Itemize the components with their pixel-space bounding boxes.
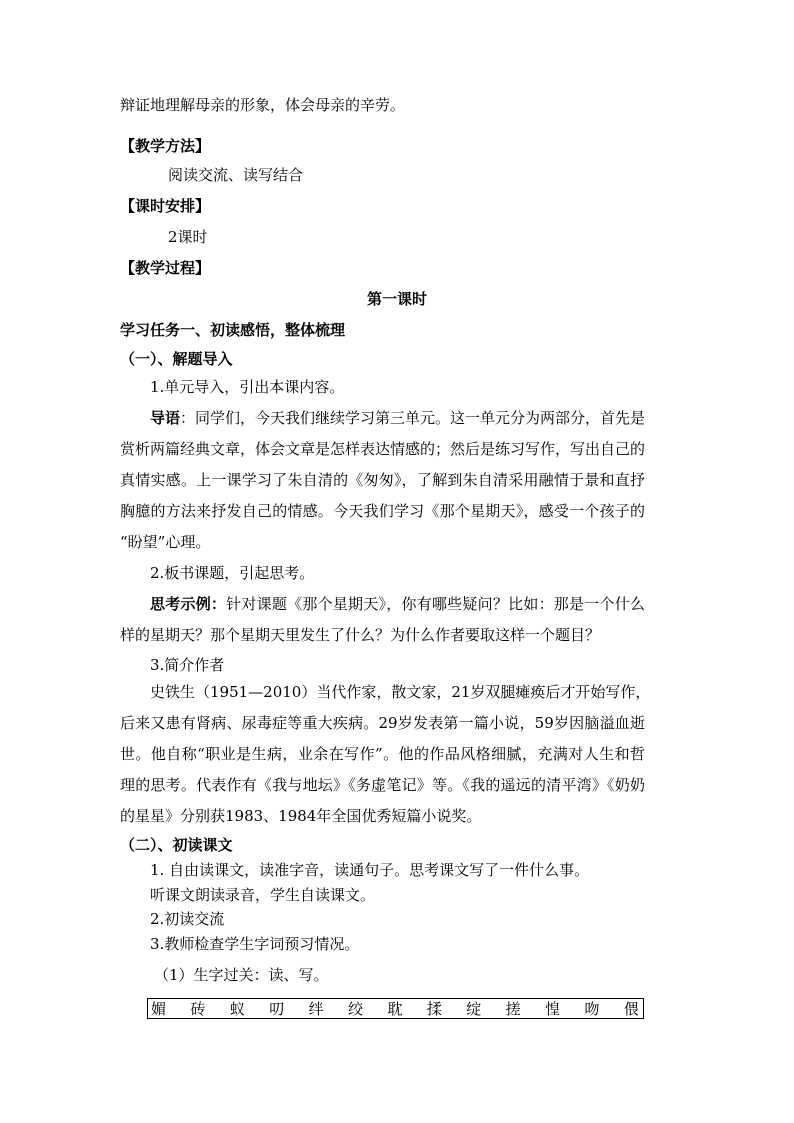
author-line-2: 后来又患有肾病、尿毒症等重大疾病。29岁发表第一篇小说，59岁因脑溢血逝 <box>120 714 645 732</box>
guide-line-5: “盼望”心理。 <box>120 533 211 551</box>
think-label: 思考示例： <box>150 595 227 613</box>
char-cell: 绽 <box>466 999 482 1018</box>
author-line-5: 的星星》分别获1983、1984年全国优秀短篇小说奖。 <box>120 807 482 825</box>
method-content: 阅读交流、读写结合 <box>168 166 304 184</box>
intro-line: 辩证地理解母亲的形象，体会母亲的辛劳。 <box>120 96 406 114</box>
task1-heading: 学习任务一、初读感悟，整体梳理 <box>120 321 346 339</box>
char-cell: 蚁 <box>229 999 245 1018</box>
think-line-2: 样的星期天？那个星期天里发生了什么？为什么作者要取这样一个题目？ <box>120 626 601 644</box>
section1-item2: 2.板书课题，引起思考。 <box>150 564 315 582</box>
guide-line-1: 导语：同学们，今天我们继续学习第三单元。这一单元分为两部分，首先是 <box>150 409 646 427</box>
section1-item1: 1.单元导入，引出本课内容。 <box>150 378 345 396</box>
char-cell: 绞 <box>348 999 364 1018</box>
char-cell: 叨 <box>269 999 285 1018</box>
section2-item2: 2.初读交流 <box>150 910 225 928</box>
section2-item1: 1. 自由读课文，读准字音，读通句子。思考课文写了一件什么事。 <box>150 861 590 879</box>
guide-line-2: 赏析两篇经典文章，体会文章是怎样表达情感的；然后是练习写作，写出自己的 <box>120 440 646 458</box>
char-cell: 偎 <box>623 999 639 1018</box>
section2-heading: （二）、初读课文 <box>120 836 233 854</box>
schedule-heading: 【课时安排】 <box>120 197 211 215</box>
char-cell: 揉 <box>426 999 442 1018</box>
char-cell: 耽 <box>387 999 403 1018</box>
character-table <box>147 998 644 1019</box>
char-cell: 搓 <box>505 999 521 1018</box>
char-cell: 吻 <box>584 999 600 1018</box>
method-heading: 【教学方法】 <box>120 137 211 155</box>
guide-label: 导语 <box>150 409 181 427</box>
think-line-1: 思考示例：针对课题《那个星期天》，你有哪些疑问？比如：那是一个什么 <box>150 595 645 613</box>
author-line-4: 理的思考。代表作有《我与地坛》《务虚笔记》等。《我的遥远的清平湾》《奶奶 <box>120 776 645 794</box>
section2-item1-sub: 听课文朗读录音，学生自读课文。 <box>150 886 376 904</box>
guide-line-3: 真情实感。上一课学习了朱自清的《匆匆》，了解到朱自清采用融情于景和直抒 <box>120 471 645 489</box>
author-line-3: 世。他自称“职业是生病，业余在写作”。他的作品风格细腻，充满对人生和哲 <box>120 745 645 763</box>
section1-heading: （一）、解题导入 <box>120 350 233 368</box>
lesson-title: 第一课时 <box>366 290 427 308</box>
char-cell: 砖 <box>190 999 206 1018</box>
guide-line-4: 胸臆的方法来抒发自己的情感。今天我们学习《那个星期天》，感受一个孩子的 <box>120 502 645 520</box>
section2-item3: 3.教师检查学生字词预习情况。 <box>150 935 360 953</box>
process-heading: 【教学过程】 <box>120 259 211 277</box>
author-line-1: 史铁生（1951—2010）当代作家，散文家，21岁双腿瘫痪后才开始写作， <box>150 683 651 701</box>
schedule-content: 2课时 <box>168 228 208 246</box>
char-cell: 绊 <box>308 999 324 1018</box>
section2-sub1: （1）生字过关：读、写。 <box>154 966 329 984</box>
section1-item3: 3.简介作者 <box>150 656 225 674</box>
char-cell: 媚 <box>151 999 167 1018</box>
char-cell: 惶 <box>545 999 561 1018</box>
